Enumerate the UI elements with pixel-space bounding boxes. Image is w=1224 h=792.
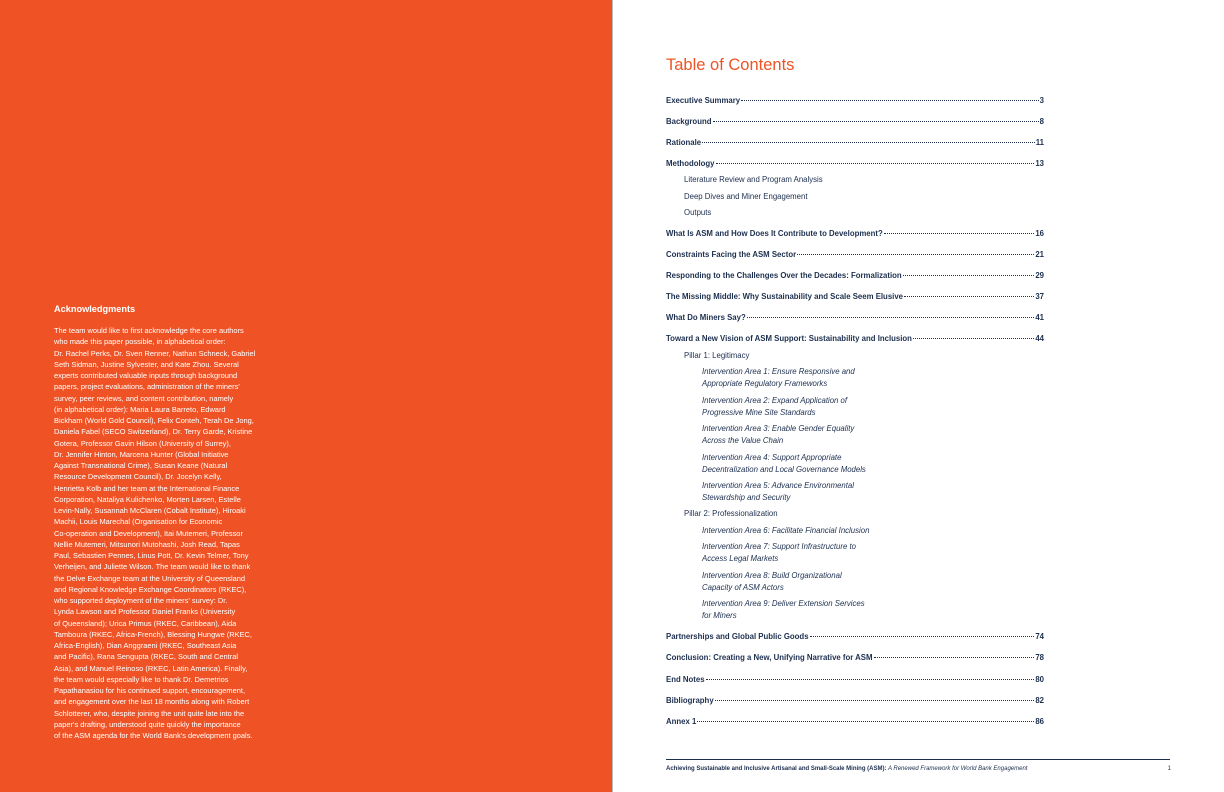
toc-intervention-area-9[interactable] [702, 598, 865, 622]
intervention-line: Decentralization and Local Governance Models [702, 465, 866, 474]
toc-entry-label: Background [666, 117, 712, 126]
intervention-line: for Miners [702, 611, 737, 620]
footer-title [666, 766, 1027, 772]
toc-leader-dots [702, 142, 1035, 143]
intervention-line: Access Legal Markets [702, 554, 779, 563]
footer-rule [666, 759, 1170, 760]
acknowledgments-line: and engagement over the last 18 months along with Robert [54, 697, 250, 707]
toc-entry-label: End Notes [666, 675, 705, 684]
toc-entry-label: Rationale [666, 138, 702, 147]
toc-entry-bibliography[interactable] [666, 696, 1044, 707]
acknowledgments-line: Asia), and Manuel Reinoso (RKEC, Latin America). Finally, [54, 663, 248, 673]
toc-entry-page: 44 [1035, 334, 1044, 343]
acknowledgments-line: Co-operation and Development), Itai Mutemeri, Professor [54, 528, 243, 538]
acknowledgments-line: Africa-English), Dian Anggraeni (RKEC, Southeast Asia [54, 641, 237, 650]
acknowledgments-line: the team would especially like to thank Dr. Demetrios [54, 674, 229, 684]
toc-entry-executive-summary[interactable] [666, 96, 1044, 107]
right-page [613, 0, 1224, 792]
toc-entry-page: 86 [1035, 717, 1044, 726]
toc-entry-page: 8 [1039, 117, 1044, 126]
toc-entry-label: Conclusion: Creating a New, Unifying Narrative for ASM [666, 653, 873, 662]
intervention-line: Intervention Area 1: Ensure Responsive and [702, 367, 855, 376]
intervention-line: Stewardship and Security [702, 493, 791, 502]
acknowledgments-line: Dr. Jennifer Hinton, Marcena Hunter (Global Initiative [54, 449, 229, 459]
acknowledgments-line: Gotera, Professor Gavin Hilson (University of Surrey), [54, 438, 231, 448]
footer-page-number: 1 [1167, 766, 1171, 772]
toc-intervention-area-2[interactable] [702, 395, 847, 419]
acknowledgments-line: survey, peer reviews, and content contribution, namely [54, 393, 234, 403]
acknowledgments-line: The team would like to first acknowledge the core authors [54, 326, 244, 335]
acknowledgments-line: Tamboura (RKEC, Africa-French), Blessing Hungwe (RKEC, [54, 629, 252, 639]
toc-intervention-area-7[interactable] [702, 541, 856, 565]
toc-entry-label: What Is ASM and How Does It Contribute to Development? [666, 229, 883, 238]
toc-entry-missing-middle[interactable] [666, 292, 1044, 303]
toc-leader-dots [904, 296, 1034, 297]
toc-sub-pillar-1[interactable]: Pillar 1: Legitimacy [684, 351, 750, 360]
acknowledgments-line: Verheijen, and Juliette Wilson. The team would like to thank [54, 562, 251, 572]
acknowledgments-line: Machii, Louis Marechal (Organisation for Economic [54, 517, 223, 527]
toc-entry-new-vision[interactable] [666, 334, 1044, 345]
intervention-line: Intervention Area 9: Deliver Extension Services [702, 599, 865, 608]
acknowledgments-line: Levin-Nally, Susannah McClaren (Cobalt Institute), Hiroaki [54, 506, 246, 515]
intervention-line: Appropriate Regulatory Frameworks [702, 379, 828, 388]
acknowledgments-line: and Pacific), Rana Sengupta (RKEC, South and Central [54, 652, 238, 662]
toc-intervention-area-6[interactable] [702, 525, 869, 537]
toc-entry-annex-1[interactable] [666, 717, 1044, 728]
toc-leader-dots [741, 100, 1039, 101]
toc-entry-rationale[interactable] [666, 138, 1044, 149]
toc-entry-page: 11 [1035, 138, 1044, 147]
footer-title-italic: A Renewed Framework for World Bank Engagement [886, 766, 1028, 772]
toc-leader-dots [716, 163, 1035, 164]
intervention-line: Across the Value Chain [702, 436, 784, 445]
toc-leader-dots [706, 679, 1035, 680]
toc-intervention-area-3[interactable] [702, 423, 854, 447]
toc-leader-dots [903, 275, 1035, 276]
toc-entry-what-is-asm[interactable] [666, 229, 1044, 240]
acknowledgments-line: Daniela Fabel (SECO Switzerland), Dr. Terry Garde, Kristine [54, 427, 253, 437]
acknowledgments-line: paper's drafting, understood quite quickly the importance [54, 719, 241, 729]
toc-entry-formalization[interactable] [666, 271, 1044, 282]
intervention-line: Intervention Area 7: Support Infrastructure to [702, 542, 856, 551]
acknowledgments-line: the Delve Exchange team at the University of Queensland [54, 573, 246, 583]
toc-leader-dots [697, 721, 1034, 722]
acknowledgments-line: Lynda Lawson and Professor Daniel Franks (University [54, 607, 236, 617]
intervention-line: Intervention Area 2: Expand Application of [702, 396, 848, 405]
acknowledgments-line: who made this paper possible, in alphabetical order: [54, 337, 226, 347]
acknowledgments-line: Seth Sidman, Justine Sylvester, and Kate Zhou. Several [54, 359, 239, 369]
acknowledgments-line: Nellie Mutemeri, Mitsunori Mutohashi, Josh Read, Tapas [54, 539, 240, 549]
toc-leader-dots [713, 121, 1039, 122]
acknowledgments-line: Dr. Rachel Perks, Dr. Sven Renner, Nathan Schneck, Gabriel [54, 348, 256, 358]
toc-entry-page: 13 [1035, 159, 1044, 168]
acknowledgments-line: Bickham (World Gold Council), Felix Conteh, Terah De Jong, [54, 416, 254, 425]
acknowledgments-line: Corporation, Nataliya Kulichenko, Morten Larsen, Estelle [54, 494, 241, 504]
toc-entry-page: 21 [1035, 250, 1044, 259]
intervention-line: Capacity of ASM Actors [702, 583, 784, 592]
toc-entry-label: Executive Summary [666, 96, 741, 105]
toc-sub-deep-dives[interactable]: Deep Dives and Miner Engagement [684, 192, 808, 201]
intervention-line: Intervention Area 6: Facilitate Financial Inclusion [702, 526, 870, 535]
acknowledgments-line: of Queensland); Urica Primus (RKEC, Caribbean), Aida [54, 618, 237, 628]
toc-entry-label: The Missing Middle: Why Sustainability and Scale Seem Elusive [666, 292, 903, 301]
toc-leader-dots [715, 700, 1035, 701]
intervention-line: Intervention Area 4: Support Appropriate [702, 453, 842, 462]
toc-intervention-area-4[interactable] [702, 452, 866, 476]
toc-intervention-area-1[interactable] [702, 366, 855, 390]
toc-entry-conclusion[interactable] [666, 653, 1044, 664]
toc-entry-page: 78 [1035, 653, 1044, 662]
acknowledgments-line: Henrietta Kolb and her team at the International Finance [54, 483, 240, 493]
toc-sub-literature-review[interactable]: Literature Review and Program Analysis [684, 175, 823, 184]
toc-entry-page: 37 [1035, 292, 1044, 301]
acknowledgments-line: and Regional Knowledge Exchange Coordinators (RKEC), [54, 584, 247, 594]
toc-entry-page: 3 [1039, 96, 1044, 105]
acknowledgments-line: who supported deployment of the miners' survey: Dr. [54, 596, 228, 605]
toc-entry-label: Bibliography [666, 696, 714, 705]
toc-entry-page: 41 [1035, 313, 1044, 322]
toc-entry-background[interactable] [666, 117, 1044, 128]
toc-sub-pillar-2[interactable]: Pillar 2: Professionalization [684, 509, 778, 518]
intervention-line: Intervention Area 8: Build Organizational [702, 571, 842, 580]
acknowledgments-line: of the ASM agenda for the World Bank's development goals. [54, 731, 253, 740]
toc-entry-label: Toward a New Vision of ASM Support: Sustainability and Inclusion [666, 334, 912, 343]
toc-leader-dots [874, 657, 1035, 658]
intervention-line: Intervention Area 3: Enable Gender Equality [702, 424, 855, 433]
acknowledgments-line: Against Transnational Crime), Susan Keane (Natural [54, 461, 228, 470]
acknowledgments-line: Resource Development Council), Dr. Jocelyn Kelly, [54, 472, 222, 482]
toc-entry-page: 16 [1035, 229, 1044, 238]
toc-entry-label: What Do Miners Say? [666, 313, 746, 322]
intervention-line: Progressive Mine Site Standards [702, 408, 816, 417]
toc-leader-dots [797, 254, 1034, 255]
toc-entry-miners-say[interactable] [666, 313, 1044, 324]
toc-entry-end-notes[interactable] [666, 675, 1044, 686]
acknowledgments-line: (in alphabetical order): Maria Laura Barreto, Edward [54, 404, 226, 414]
toc-leader-dots [913, 338, 1034, 339]
intervention-line: Intervention Area 5: Advance Environmental [702, 481, 854, 490]
toc-title: Table of Contents [666, 56, 795, 74]
toc-entry-label: Partnerships and Global Public Goods [666, 632, 809, 641]
toc-entry-label: Constraints Facing the ASM Sector [666, 250, 797, 259]
toc-entry-label: Methodology [666, 159, 715, 168]
acknowledgments-line: experts contributed valuable inputs through background [54, 371, 238, 380]
toc-sub-outputs[interactable]: Outputs [684, 208, 712, 217]
acknowledgments-title: Acknowledgments [54, 304, 136, 314]
toc-entry-page: 82 [1035, 696, 1044, 705]
toc-entry-constraints[interactable] [666, 250, 1044, 261]
acknowledgments-line: Papathanasiou for his continued support, encouragement, [54, 686, 246, 695]
toc-intervention-area-8[interactable] [702, 570, 842, 594]
toc-intervention-area-5[interactable] [702, 480, 854, 504]
acknowledgments-body [54, 325, 294, 741]
acknowledgments-line: Paul, Sebastien Pennes, Linus Pott, Dr. Kevin Telmer, Tony [54, 551, 249, 560]
toc-leader-dots [810, 636, 1035, 637]
toc-entry-page: 80 [1035, 675, 1044, 684]
footer-title-bold: Achieving Sustainable and Inclusive Artisanal and Small-Scale Mining (ASM): [666, 766, 887, 772]
toc-leader-dots [884, 233, 1035, 234]
acknowledgments-line: Schlotterer, who, despite joining the unit quite late into the [54, 708, 245, 718]
toc-entry-label: Responding to the Challenges Over the Decades: Formalization [666, 271, 902, 280]
toc-entry-page: 74 [1035, 632, 1044, 641]
toc-entry-methodology[interactable] [666, 159, 1044, 170]
toc-entry-label: Annex 1 [666, 717, 697, 726]
acknowledgments-line: papers, project evaluations, administration of the miners' [54, 382, 240, 392]
toc-leader-dots [747, 317, 1035, 318]
toc-entry-partnerships[interactable] [666, 632, 1044, 643]
toc-entry-page: 29 [1035, 271, 1044, 280]
